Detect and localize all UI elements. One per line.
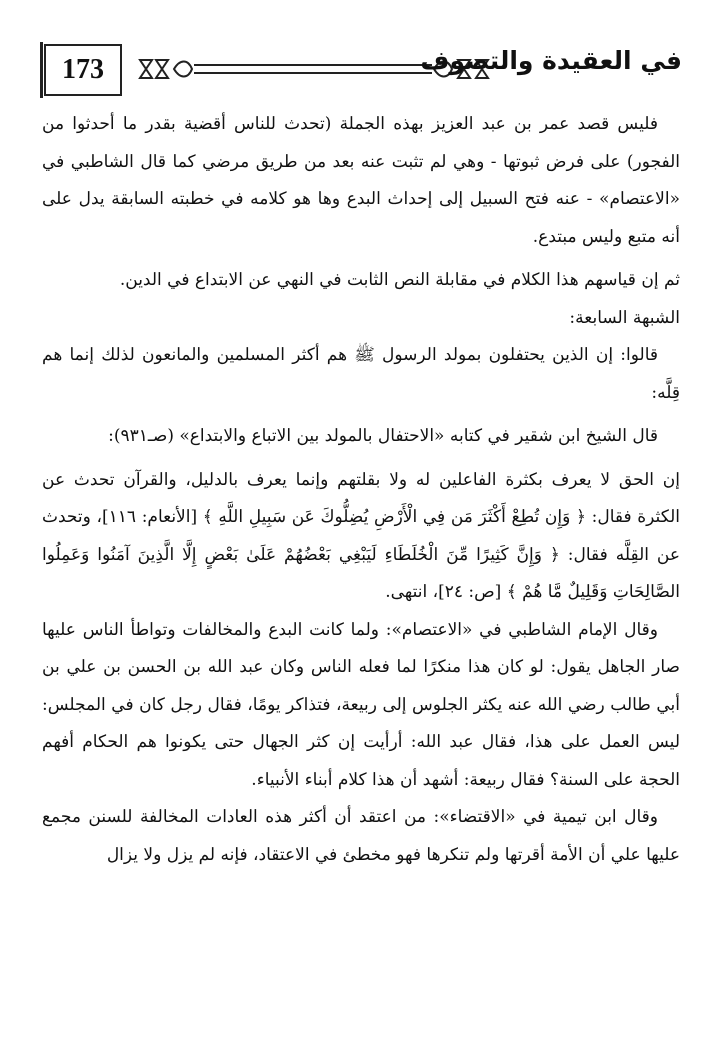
paragraph: قال الشيخ ابن شقير في كتابه «الاحتفال بالمولد بين الاتباع والابتداع» (صـ٩٣١): <box>108 426 658 446</box>
page-number: 173 <box>62 54 104 85</box>
paragraph: إن الحق لا يعرف بكثرة الفاعلين له ولا بقلتهم وإنما يعرف بالدليل، والقرآن تحدث عن الكثرة فقال: ﴿ وَإِن تُطِعْ أَكْثَرَ مَن فِي الْأَرْضِ يُضِلُّوكَ عَن سَبِيلِ اللَّهِ ﴾ [الأنعام: ١١٦]، وتحدث عن القِلَّه فقال: ﴿ وَإِنَّ كَثِيرًا مِّنَ الْخُلَطَاءِ لَيَبْغِي بَعْضُهُمْ عَلَىٰ بَعْضٍ إِلَّا الَّذِينَ آمَنُوا وَعَمِلُوا الصَّالِحَاتِ وَقَلِيلٌ مَّا هُمْ ﴾ [ص: ٢٤]، انتهى. <box>42 469 680 602</box>
page-number-box <box>44 44 122 96</box>
page-header <box>40 40 682 102</box>
paragraph: وقال ابن تيمية في «الاقتضاء»: من اعتقد أن أكثر هذه العادات المخالفة للسنن مجمع عليها علي أن الأمة أقرتها ولم تنكرها فهو مخطئ في الاعتقاد، فإنه لم يزل ولا يزال <box>42 807 680 865</box>
paragraph: وقال الإمام الشاطبي في «الاعتصام»: ولما كانت البدع والمخالفات وتواطأ الناس عليها صار الجاهل يقول: لو كان هذا منكرًا لما فعله الناس وكان عبد الله بن الحسن بن علي بن أبي طالب رضي الله عنه يكثر الجلوس إلى ربيعة، فتذاكر يومًا، فقال رجل كان في المجلس: ليس العمل على هذا، فقال عبد الله: أرأيت إن كثر الجهال حتى يكونوا هم الحكام أفهم الحجة على السنة؟ فقال ربيعة: أشهد أن هذا كلام أبناء الأنبياء. <box>42 619 680 790</box>
paragraph: فليس قصد عمر بن عبد العزيز بهذه الجملة (تحدث للناس أقضية بقدر ما أحدثوا من الفجور) على فرض ثبوتها - وهي لم تثبت عنه بعد من طريق مرضي كما قال الشاطبي في «الاعتصام» - عنه فتح السبيل إلى إحداث البدع وها هو كلامه في خطبته السابقة يدل على أنه متبع وليس مبتدع. <box>42 114 680 247</box>
book-title: في العقيدة والتصوف <box>420 46 682 75</box>
paragraph: قالوا: إن الذين يحتفلون بمولد الرسول ﷺ هم أكثر المسلمين والمانعون لذلك إنما هم قِلَّه: <box>42 345 680 403</box>
section-heading: الشبهة السابعة: <box>569 307 680 328</box>
page-body <box>42 106 680 874</box>
paragraph: ثم إن قياسهم هذا الكلام في مقابلة النص الثابت في النهي عن الابتداع في الدين. <box>119 270 680 290</box>
